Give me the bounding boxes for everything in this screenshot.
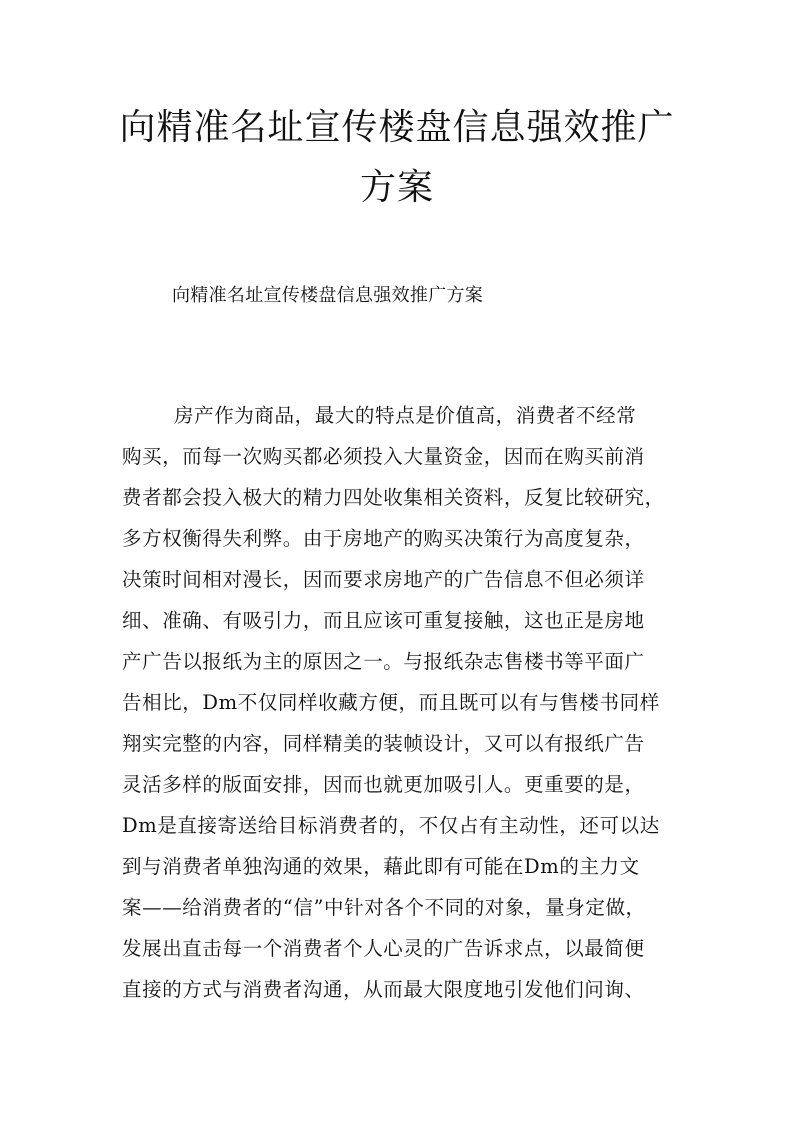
body-line-11: Dm是直接寄送给目标消费者的，不仅占有主动性，还可以达 xyxy=(122,814,660,837)
document-title-line-1: 向精准名址宣传楼盘信息强效推广 xyxy=(119,107,675,148)
body-line-10: 灵活多样的版面安排，因而也就更加吸引人。更重要的是， xyxy=(122,773,645,796)
body-line-12: 到与消费者单独沟通的效果，藉此即有可能在Dm的主力文 xyxy=(122,855,640,878)
document-subtitle: 向精准名址宣传楼盘信息强效推广方案 xyxy=(172,285,484,306)
body-line-2: 购买，而每一次购买都必须投入大量资金，因而在购买前消 xyxy=(122,445,645,468)
body-line-9: 翔实完整的内容，同样精美的装帧设计，又可以有报纸广告 xyxy=(122,732,645,755)
body-line-13: 案——给消费者的“信”中针对各个不同的对象，量身定做， xyxy=(122,896,646,919)
body-line-6: 细、准确、有吸引力，而且应该可重复接触，这也正是房地 xyxy=(122,609,645,632)
body-line-3: 费者都会投入极大的精力四处收集相关资料，反复比较研究， xyxy=(122,486,665,509)
body-line-1: 房产作为商品，最大的特点是价值高，消费者不经常 xyxy=(174,404,637,427)
body-line-15: 直接的方式与消费者沟通，从而最大限度地引发他们问询、 xyxy=(122,978,645,1001)
body-line-8: 告相比，Dm不仅同样收藏方便，而且既可以有与售楼书同样 xyxy=(122,691,660,714)
body-line-7: 产广告以报纸为主的原因之一。与报纸杂志售楼书等平面广 xyxy=(122,650,645,673)
body-line-14: 发展出直击每一个消费者个人心灵的广告诉求点，以最简便 xyxy=(122,937,645,960)
body-line-5: 决策时间相对漫长，因而要求房地产的广告信息不但必须详 xyxy=(122,568,645,591)
body-line-4: 多方权衡得失利弊。由于房地产的购买决策行为高度复杂， xyxy=(122,527,645,550)
document-title-line-2: 方案 xyxy=(359,167,434,208)
